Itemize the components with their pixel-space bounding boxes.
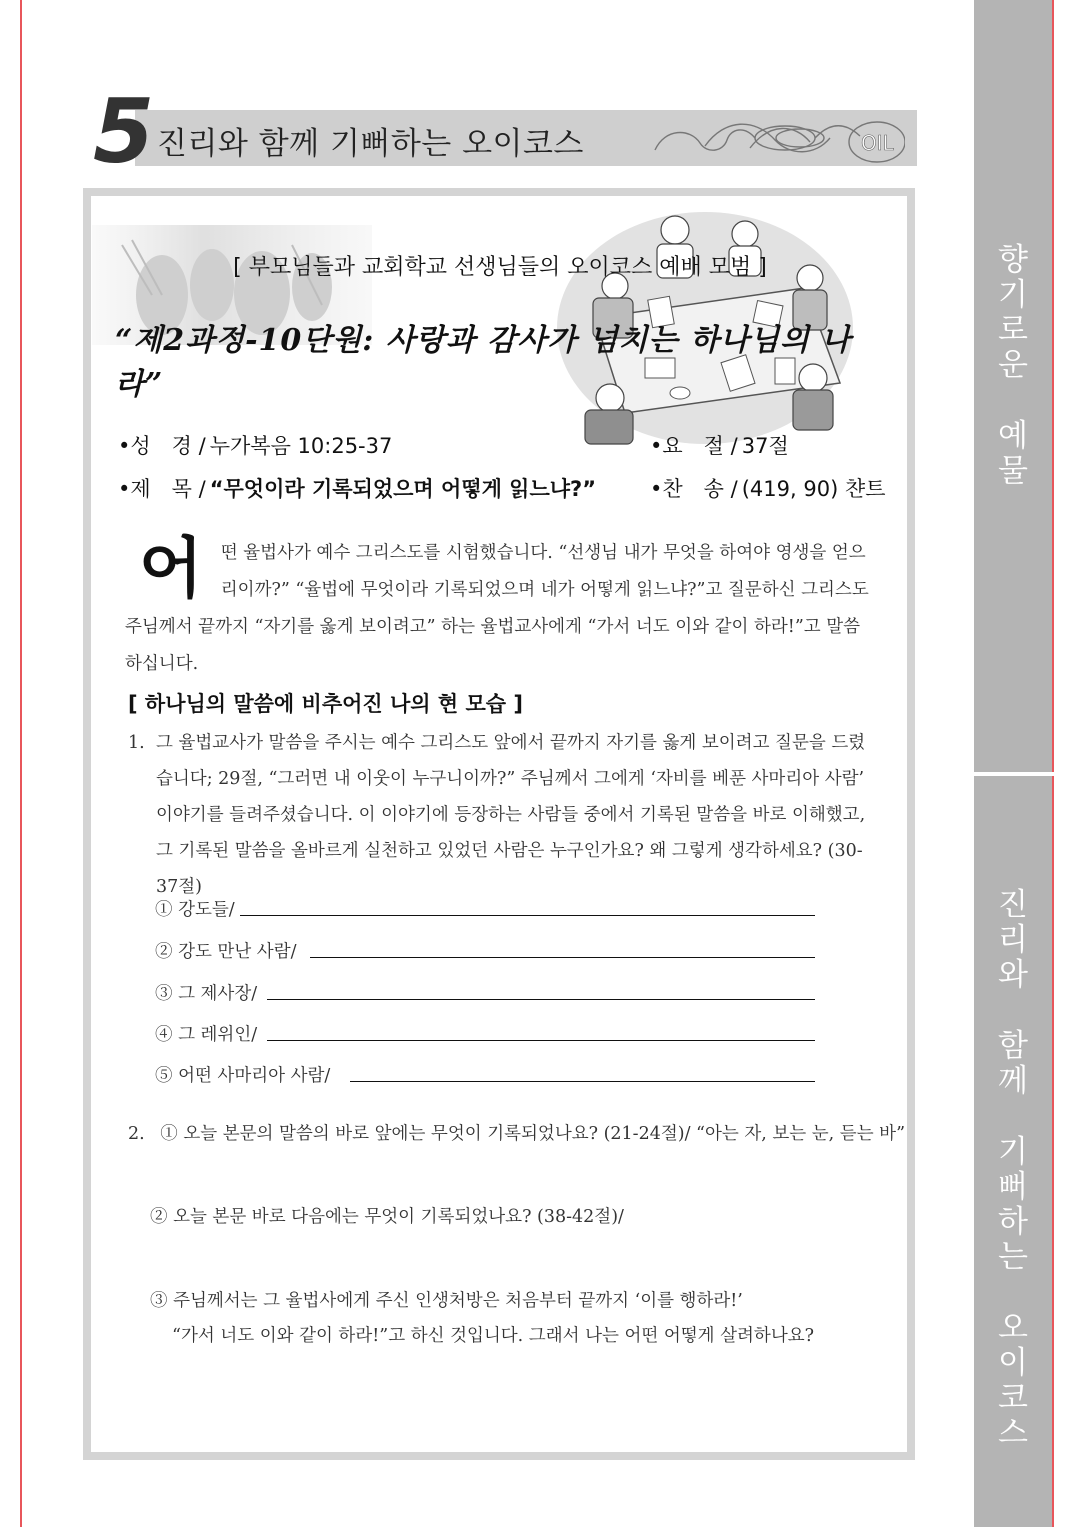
intro-dropcap: 어	[139, 530, 203, 607]
question-1-number: 1.	[128, 733, 145, 753]
side-char: 운	[998, 347, 1028, 383]
answer-rule	[267, 999, 815, 1000]
logo-text: OIL	[861, 131, 894, 155]
page-border-right	[1052, 0, 1054, 1527]
side-char: 는	[998, 1239, 1028, 1275]
answer-label: ④ 그 레위인/	[155, 1025, 258, 1045]
section-header	[85, 80, 917, 183]
scripture-value: 누가복음 10:25-37	[209, 434, 393, 458]
side-char: 리	[998, 922, 1028, 958]
side-char: 이	[998, 1345, 1028, 1381]
ornament-icon	[645, 108, 905, 168]
side-char: 향	[998, 242, 1028, 278]
side-char	[974, 993, 1052, 1029]
question-2b	[150, 1199, 624, 1235]
side-char: 진	[998, 887, 1028, 923]
side-char: 스	[998, 1415, 1028, 1451]
side-char: 코	[998, 1380, 1028, 1416]
side-char: 께	[998, 1063, 1028, 1099]
side-char: 하	[998, 1204, 1028, 1240]
key-verse-label: •요 절 /	[650, 434, 738, 458]
question-2b-text: ② 오늘 본문 바로 다음에는 무엇이 기록되었나요? (38-42절)/	[150, 1207, 624, 1227]
question-1	[128, 725, 878, 905]
scripture-row	[118, 430, 392, 460]
side-char: 기	[998, 277, 1028, 313]
side-tab-divider	[974, 772, 1058, 776]
reflection-heading: [ 하나님의 말씀에 비추어진 나의 현 모습 ]	[128, 692, 523, 716]
answer-label: ③ 그 제사장/	[155, 984, 258, 1004]
side-char: 예	[998, 418, 1028, 454]
answer-rule	[350, 1081, 815, 1082]
intro-paragraph	[125, 530, 875, 683]
worship-subtitle: [ 부모님들과 교회학교 선생님들의 오이코스 예배 모범 ]	[233, 255, 767, 280]
topic-value: “무엇이라 기록되었으며 어떻게 읽느냐?”	[209, 477, 597, 501]
intro-text: 떤 율법사가 예수 그리스도를 시험했습니다. “선생님 내가 무엇을 하여야 영생을 얻으리이까?” “율법에 무엇이라 기록되었으며 네가 어떻게 읽느냐?”고 질문하신 그리스도 주님께서 끝까지 “자기를 옳게 보이려고” 하는 율법교사에게 “가서 너도 이와 같이 하라!”고 말씀하십니다.	[125, 543, 869, 674]
topic-label: •제 목 /	[118, 477, 206, 501]
answer-line-priest[interactable]	[155, 980, 815, 1005]
question-2c-text-2: “가서 너도 이와 같이 하라!”고 하신 것입니다. 그래서 나는 어떤 어떻게 살려하나요?	[172, 1326, 815, 1346]
side-char: 기	[998, 1134, 1028, 1170]
hymn-label: •찬 송 /	[650, 477, 738, 501]
answer-line-samaritan[interactable]	[155, 1062, 815, 1087]
hymn-value: (419, 90) 챤트	[741, 477, 886, 501]
key-verse-row	[650, 430, 789, 460]
side-char: 물	[998, 453, 1028, 489]
scripture-label: •성 경 /	[118, 434, 206, 458]
answer-rule	[267, 1040, 815, 1041]
side-char: 오	[998, 1310, 1028, 1346]
side-char	[974, 1275, 1052, 1311]
key-verse-value: 37절	[741, 434, 789, 458]
section-number: 5	[93, 80, 155, 183]
question-2a	[128, 1116, 905, 1152]
question-2a-text: ① 오늘 본문의 말씀의 바로 앞에는 무엇이 기록되었나요? (21-24절)/ “아는 자, 보는 눈, 듣는 바”	[160, 1124, 906, 1144]
answer-rule	[310, 957, 815, 958]
answer-label: ① 강도들/	[155, 900, 235, 920]
side-char: 와	[998, 957, 1028, 993]
question-2-number: 2.	[128, 1124, 145, 1144]
answer-label: ⑤ 어떤 사마리아 사람/	[155, 1066, 331, 1086]
side-char: 함	[998, 1028, 1028, 1064]
answer-line-robbers[interactable]	[155, 896, 815, 921]
side-char	[974, 383, 1052, 419]
lesson-title: “제2과정-10단원: 사랑과 감사가 넘치는 하나님의 나라”	[115, 323, 852, 402]
side-char	[974, 1099, 1052, 1135]
answer-line-victim[interactable]	[155, 938, 815, 963]
side-char: 로	[998, 312, 1028, 348]
answer-label: ② 강도 만난 사람/	[155, 942, 297, 962]
side-char: 뻐	[998, 1169, 1028, 1205]
side-tab	[974, 0, 1052, 1527]
question-1-text: 그 율법교사가 말씀을 주시는 예수 그리스도 앞에서 끝까지 자기를 옳게 보이려고 질문을 드렸습니다; 29절, “그러면 내 이웃이 누구니이까?” 주님께서 그에게 ‘자비를 베푼 사마리아 사람’ 이야기를 들려주셨습니다. 이 이야기에 등장하는 사람들 중에서 기록된 말씀을 바로 이해했고, 그 기록된 말씀을 올바르게 실천하고 있었던 사람은 누구인가요? 왜 그렇게 생각하세요? (30-37절)	[156, 733, 866, 897]
section-title: 진리와 함께 기뻐하는 오이코스	[157, 126, 584, 162]
answer-rule	[240, 915, 815, 916]
hymn-row	[650, 473, 886, 503]
question-2c-cont	[172, 1318, 814, 1354]
topic-row	[118, 473, 596, 503]
answer-line-levite[interactable]	[155, 1021, 815, 1046]
side-label-bottom	[974, 888, 1052, 1451]
page-border-left	[20, 0, 22, 1527]
question-2c	[150, 1283, 743, 1319]
question-2c-text-1: ③ 주님께서는 그 율법사에게 주신 인생처방은 처음부터 끝까지 ‘이를 행하라!’	[150, 1291, 743, 1311]
